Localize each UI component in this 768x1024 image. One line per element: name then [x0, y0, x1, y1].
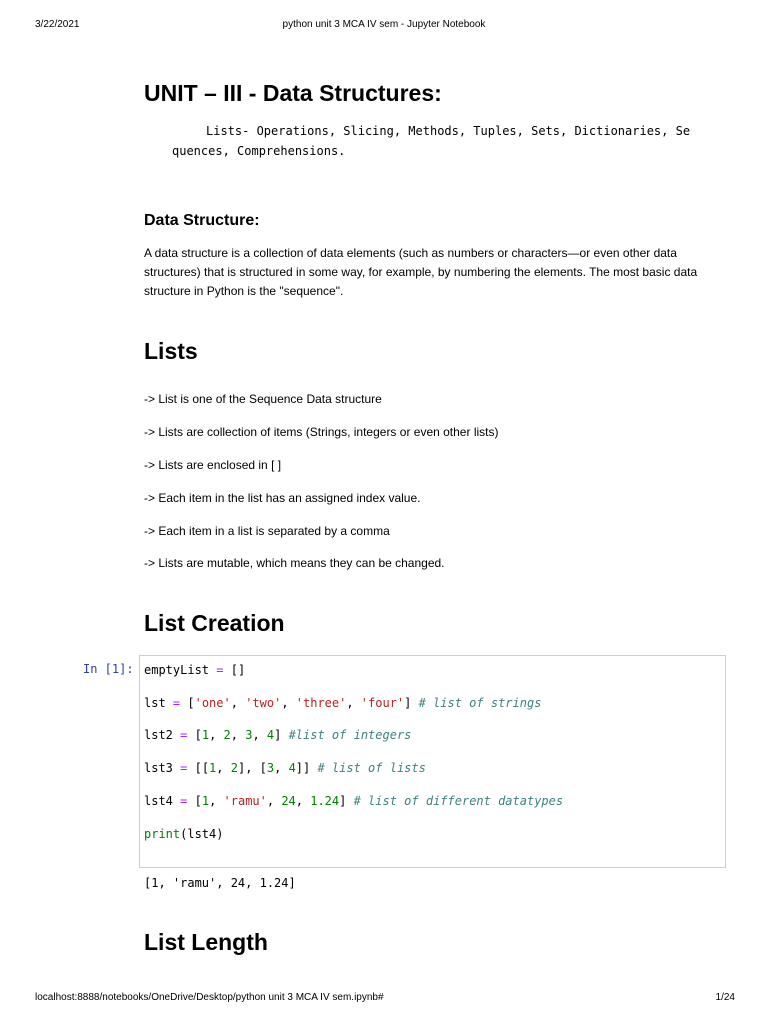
code-comment: # list of different datatypes: [353, 794, 564, 808]
code-token: ,: [209, 728, 224, 742]
code-token: 3: [245, 728, 253, 742]
code-token: lst: [144, 696, 166, 710]
code-line: [144, 827, 223, 841]
code-token: =: [172, 728, 195, 742]
code-token: 'ramu': [223, 794, 267, 808]
code-token: 'three': [295, 696, 347, 710]
code-token: 'two': [245, 696, 282, 710]
code-token: ]: [274, 728, 289, 742]
code-comment: # list of strings: [418, 696, 542, 710]
code-token: [: [187, 696, 195, 710]
code-token: emptyList: [144, 663, 210, 677]
list-point: -> Each item in the list has an assigned index value.: [144, 491, 421, 505]
code-line: [144, 794, 563, 808]
code-token: 4: [266, 728, 275, 742]
code-token: ,: [230, 728, 246, 742]
lists-heading: Lists: [144, 338, 198, 364]
code-line: [144, 696, 541, 710]
unit-title: UNIT – III - Data Structures:: [144, 80, 442, 106]
code-token: ,: [216, 761, 231, 775]
list-length-heading: List Length: [144, 929, 268, 955]
code-token: ,: [230, 696, 246, 710]
topics-line-2: quences, Comprehensions.: [172, 144, 346, 158]
code-token: ,: [209, 794, 224, 808]
code-token: print: [144, 827, 181, 841]
code-token: (lst4): [180, 827, 224, 841]
code-token: ]: [339, 794, 354, 808]
list-creation-heading: List Creation: [144, 610, 285, 636]
code-token: 'four': [360, 696, 405, 710]
code-token: 24: [281, 794, 296, 808]
code-token: =: [172, 794, 195, 808]
code-token: 1: [209, 761, 217, 775]
code-token: lst2: [144, 728, 173, 742]
code-token: 1: [201, 728, 210, 742]
input-prompt: In [1]:: [83, 662, 134, 676]
code-token: ,: [266, 794, 282, 808]
code-token: lst3: [144, 761, 173, 775]
code-token: ], [: [237, 761, 267, 775]
print-url: localhost:8888/notebooks/OneDrive/Desktop/python unit 3 MCA IV sem.ipynb#: [35, 992, 384, 1003]
topics-line-1: Lists- Operations, Slicing, Methods, Tuples, Sets, Dictionaries, Se: [206, 124, 691, 138]
print-title: python unit 3 MCA IV sem - Jupyter Notebook: [282, 19, 486, 30]
code-token: 1: [201, 794, 210, 808]
list-point: -> Lists are collection of items (Strings, integers or even other lists): [144, 425, 499, 439]
code-token: =: [172, 761, 195, 775]
code-token: 2: [230, 761, 238, 775]
data-structure-paragraph: A data structure is a collection of data elements (such as numbers or characters—or even other data structures) that is structured in some way, for example, by numbering the elements. The most basic data structure in Python is the "sequence".: [144, 246, 698, 298]
code-token: ,: [346, 696, 361, 710]
code-token: ,: [295, 794, 311, 808]
code-token: [: [194, 728, 202, 742]
code-token: ]: [404, 696, 419, 710]
code-line: [144, 663, 245, 677]
code-token: =: [165, 696, 188, 710]
code-line: [144, 728, 411, 742]
page-number: 1/24: [715, 992, 735, 1003]
code-token: =: [209, 663, 231, 677]
code-comment: #list of integers: [288, 728, 412, 742]
code-token: 3: [266, 761, 275, 775]
list-point: -> Each item in a list is separated by a comma: [144, 524, 390, 538]
print-date: 3/22/2021: [35, 19, 80, 30]
code-token: 'one': [194, 696, 231, 710]
code-line: [144, 761, 426, 775]
list-point: -> List is one of the Sequence Data structure: [144, 392, 382, 406]
list-point: -> Lists are enclosed in [ ]: [144, 458, 282, 472]
code-token: 2: [223, 728, 231, 742]
data-structure-heading: Data Structure:: [144, 212, 260, 229]
code-token: 4: [288, 761, 296, 775]
code-comment: # list of lists: [317, 761, 426, 775]
code-token: [: [194, 794, 202, 808]
code-token: ]]: [295, 761, 318, 775]
list-point: -> Lists are mutable, which means they can be changed.: [144, 556, 445, 570]
code-token: []: [230, 663, 246, 677]
topics-preformatted: [172, 121, 712, 161]
code-token: [[: [194, 761, 210, 775]
code-token: ,: [274, 761, 289, 775]
code-token: ,: [252, 728, 267, 742]
code-token: 1.24: [310, 794, 340, 808]
cell-output: [1, 'ramu', 24, 1.24]: [144, 876, 296, 890]
code-token: ,: [281, 696, 296, 710]
code-token: lst4: [144, 794, 173, 808]
